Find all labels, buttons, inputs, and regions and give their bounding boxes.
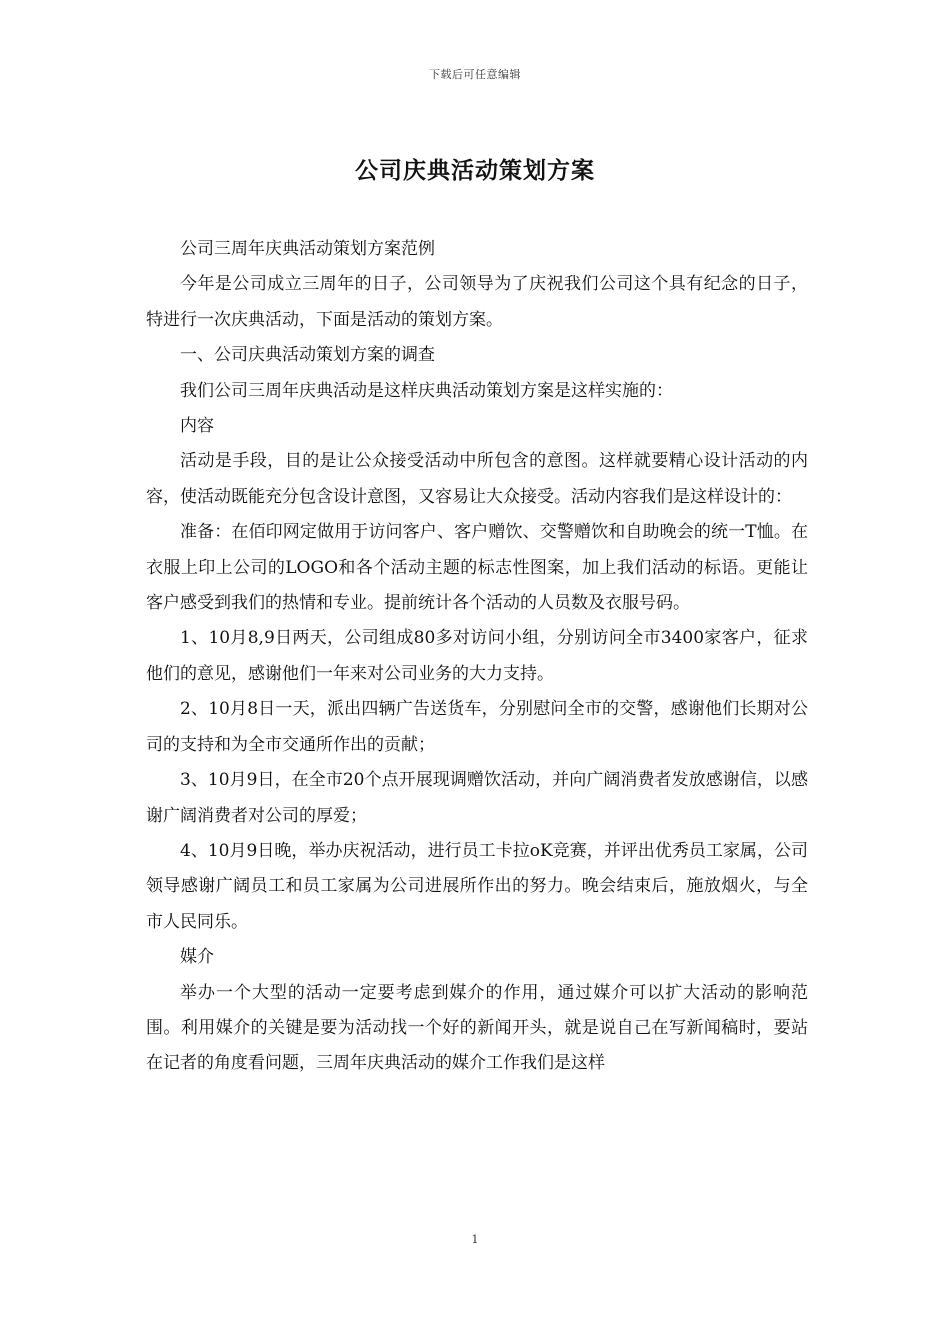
page-header-note: 下载后可任意编辑 [429, 68, 521, 81]
paragraph: 准备：在佰印网定做用于访问客户、客户赠饮、交警赠饮和自助晚会的统一T恤。在衣服上印上公司的LOGO和各个活动主题的标志性图案，加上我们活动的标语。更能让客户感受到我们的热情和专业。提前统计各个活动的人员数及衣服号码。 [146, 522, 808, 614]
paragraph-heading-example: 公司三周年庆典活动策划方案范例 [180, 239, 435, 259]
paragraph: 活动是手段，目的是让公众接受活动中所包含的意图。这样就要精心设计活动的内容，使活动既能充分包含设计意图，又容易让大众接受。活动内容我们是这样设计的： [146, 451, 808, 507]
section-heading-survey: 一、公司庆典活动策划方案的调查 [180, 345, 435, 366]
paragraph: 举办一个大型的活动一定要考虑到媒介的作用，通过媒介可以扩大活动的影响范围。利用媒介的关键是要为活动找一个好的新闻开头，就是说自己在写新闻稿时，要站在记者的角度看问题，三周年庆典活动的媒介工作我们是这样 [146, 982, 808, 1074]
section-heading-media: 媒介 [180, 947, 214, 968]
list-item: 2、10月8日一天，派出四辆广告送货车，分别慰问全市的交警，感谢他们长期对公司的支持和为全市交通所作出的贡献； [146, 699, 808, 755]
list-item: 4、10月9日晚，举办庆祝活动，进行员工卡拉oK竞赛，并评出优秀员工家属，公司领导感谢广阔员工和员工家属为公司进展所作出的努力。晚会结束后，施放烟火，与全市人民同乐。 [146, 840, 808, 932]
paragraph: 今年是公司成立三周年的日子，公司领导为了庆祝我们公司这个具有纪念的日子，特进行一次庆典活动，下面是活动的策划方案。 [146, 274, 808, 330]
document-body [146, 232, 808, 1082]
document-title: 公司庆典活动策划方案 [355, 157, 595, 184]
page-number: 1 [471, 1233, 479, 1246]
list-item: 3、10月9日，在全市20个点开展现调赠饮活动，并向广阔消费者发放感谢信，以感谢广阔消费者对公司的厚爱； [146, 770, 808, 826]
section-heading-content: 内容 [180, 416, 214, 437]
paragraph: 我们公司三周年庆典活动是这样庆典活动策划方案是这样实施的： [180, 380, 673, 401]
list-item: 1、10月8,9日两天，公司组成80多对访问小组，分别访问全市3400家客户，征求他们的意见，感谢他们一年来对公司业务的大力支持。 [146, 628, 808, 684]
